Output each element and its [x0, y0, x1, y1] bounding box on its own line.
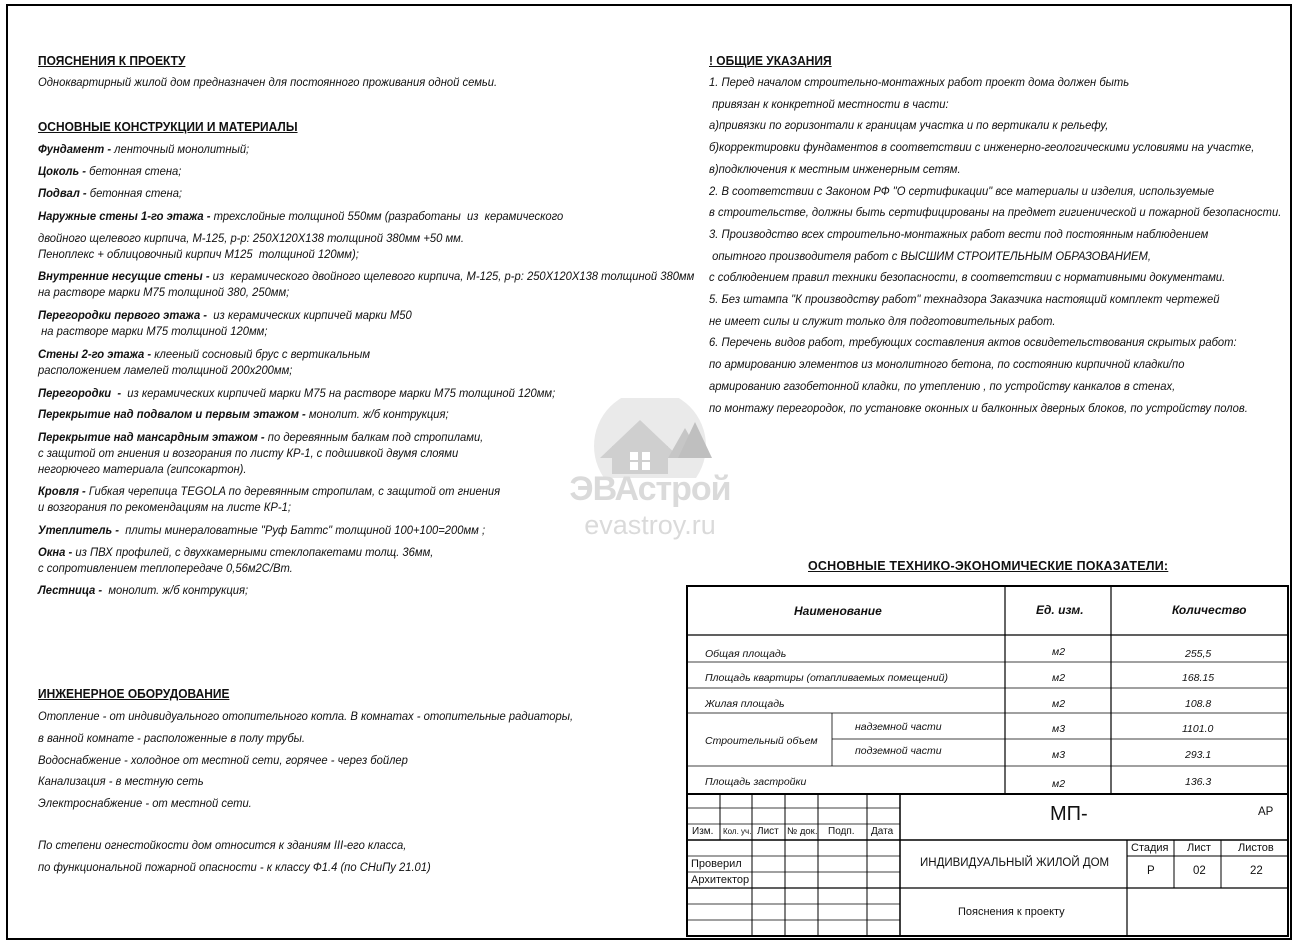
material-text: ленточный монолитный; [111, 142, 250, 156]
material-text: бетонная стена; [86, 186, 183, 200]
header-name: Наименование [794, 604, 882, 618]
material-term: Перекрытие над мансардным этажом - [38, 430, 265, 444]
row-subname: подземной части [855, 745, 942, 757]
material-term: Лестница - [38, 583, 103, 597]
row-name: Жилая площадь [705, 698, 785, 710]
instruction-line: армированию газобетонной кладки, по утеплению , по устройству канкалов в стенах, [709, 378, 1176, 393]
stamp-stage-label: Стадия [1131, 842, 1169, 854]
material-text: клееный сосновый брус с вертикальным [151, 347, 371, 361]
instruction-line: б)корректировки фундаментов в соответствии с инженерно-геологическими условиями на участке, [709, 140, 1255, 155]
instruction-line: 1. Перед началом строительно-монтажных работ проект дома должен быть [709, 75, 1130, 89]
material-text: с сопротивлением теплопередаче 0,56м2С/Вт. [38, 561, 293, 575]
material-term: Кровля - [38, 484, 86, 498]
material-text: на растворе марки М75 толщиной 380, 250мм; [38, 285, 290, 299]
row-unit: м2 [1052, 646, 1066, 658]
material-text: на растворе марки М75 толщиной 120мм; [38, 324, 268, 338]
material-term: Внутренние несущие стены - [38, 269, 210, 283]
material-term: Перекрытие над подвалом и первым этажом - [38, 407, 306, 421]
instruction-line: не имеет силы и служит только для подготовительных работ. [709, 313, 1056, 328]
stamp-col-label: № док. [787, 826, 818, 837]
row-value: 255,5 [1185, 648, 1212, 660]
stamp-architect-label: Архитектор [691, 874, 750, 886]
stamp-col-label: Изм. [692, 826, 714, 837]
engineering-line: Отопление - от индивидуального отопительного котла. В комнатах - отопительные радиаторы, [38, 709, 574, 723]
material-term: Перегородки - [38, 386, 122, 400]
material-term: Фундамент - [38, 142, 112, 156]
material-text: трехслойные толщиной 550мм (разработаны из керамического [210, 209, 564, 223]
explanation-text: Одноквартирный жилой дом предназначен для постоянного проживания одной семьи. [38, 75, 498, 89]
stamp-col-label: Лист [757, 826, 779, 837]
row-unit: м2 [1052, 672, 1066, 684]
row-name: Строительный объем [705, 735, 818, 747]
watermark-brand: ЭВАстрой [569, 470, 731, 508]
instruction-line: 3. Производство всех строительно-монтажных работ вести под постоянным наблюдением [709, 226, 1209, 241]
material-term: Окна - [38, 545, 73, 559]
material-text: из керамических кирпичей марки М75 на растворе марки М75 толщиной 120мм; [121, 386, 556, 400]
material-text: плиты минераловатные "Руф Баттс" толщиной 100+100=200мм ; [119, 523, 486, 537]
stamp-checked-label: Проверил [691, 858, 742, 870]
stamp-project-name: ИНДИВИДУАЛЬНЫЙ ЖИЛОЙ ДОМ [920, 857, 1110, 869]
section-title-engineering: ИНЖЕНЕРНОЕ ОБОРУДОВАНИЕ [38, 686, 230, 701]
material-text: из керамических кирпичей марки М50 [207, 308, 412, 322]
engineering-line: в ванной комнате - расположенные в полу трубы. [38, 731, 306, 745]
row-unit: м2 [1052, 698, 1066, 710]
material-text: по деревянным балкам под стропилами, [264, 430, 484, 444]
stamp-sheet: 02 [1193, 865, 1206, 877]
row-name: Общая площадь [705, 648, 787, 660]
instruction-line: по монтажу перегородок, по установке оконных и балконных дверных блоков, по устройству полов. [709, 400, 1248, 415]
row-value: 1101.0 [1182, 723, 1214, 735]
row-value: 136.3 [1185, 776, 1212, 788]
instruction-line: 6. Перечень видов работ, требующих составления актов освидетельствования скрытых работ: [709, 335, 1237, 350]
fire-class-line: по функциональной пожарной опасности - к классу Ф1.4 (по СНиПу 21.01) [38, 860, 431, 874]
material-text: Пеноплекс + облицовочный кирпич М125 толщиной 120мм); [38, 247, 359, 261]
row-name: Площадь квартиры (отапливаемых помещений) [705, 672, 948, 684]
engineering-line: Водоснабжение - холодное от местной сети, горячее - через бойлер [38, 753, 408, 767]
engineering-line: Электроснабжение - от местной сети. [38, 796, 252, 810]
section-title-explanations: ПОЯСНЕНИЯ К ПРОЕКТУ [38, 53, 186, 68]
stamp-col-label: Кол. уч. [723, 827, 752, 836]
row-value: 293.1 [1185, 749, 1212, 761]
row-unit: м3 [1052, 723, 1066, 735]
stamp-code: МП- [1050, 803, 1088, 825]
material-text: расположением ламелей толщиной 200х200мм; [38, 363, 293, 377]
stamp-sheet-title: Пояснения к проекту [958, 906, 1065, 918]
instruction-line: привязан к конкретной местности в части: [709, 96, 949, 111]
material-term: Наружные стены 1-го этажа - [38, 209, 211, 223]
stamp-col-label: Дата [871, 826, 894, 837]
material-term: Утеплитель - [38, 523, 120, 537]
material-text: из ПВХ профилей, с двухкамерными стеклопакетами толщ. 36мм, [72, 545, 434, 559]
material-text: монолит. ж/б контрукция; [305, 407, 449, 421]
instruction-line: с соблюдением правил техники безопасности, в соответствии с нормативными документами. [709, 270, 1226, 285]
material-text: двойного щелевого кирпича, М-125, р-р: 250Х120Х138 толщиной 380мм +50 мм. [38, 231, 464, 245]
row-subname: надземной части [855, 721, 942, 733]
stamp-code-suffix: АР [1258, 806, 1274, 818]
header-quantity: Количество [1172, 603, 1247, 617]
instruction-line: в)подключения к местным инженерным сетям. [709, 161, 961, 176]
stamp-sheets: 22 [1250, 865, 1263, 877]
material-text: Гибкая черепица TEGOLA по деревянным стропилам, с защитой от гниения [85, 484, 501, 498]
material-term: Стены 2-го этажа - [38, 347, 152, 361]
stamp-sheet-label: Лист [1187, 842, 1211, 854]
engineering-line: Канализация - в местную сеть [38, 774, 204, 788]
instruction-line: опытного производителя работ с ВЫСШИМ СТРОИТЕЛЬНЫМ ОБРАЗОВАНИЕМ, [709, 248, 1151, 263]
general-instructions-title: ! ОБЩИЕ УКАЗАНИЯ [709, 53, 832, 68]
instruction-line: а)привязки по горизонтали к границам участка и по вертикали к рельефу, [709, 118, 1109, 133]
material-text: негорючего материала (гипсокартон). [38, 462, 247, 476]
material-text: бетонная стена; [86, 164, 182, 178]
row-unit: м2 [1052, 778, 1066, 790]
stamp-stage: Р [1147, 865, 1155, 877]
header-unit: Ед. изм. [1036, 603, 1084, 617]
instruction-line: 2. В соответствии с Законом РФ "О сертификации" все материалы и изделия, используемые [709, 183, 1215, 198]
section-title-materials: ОСНОВНЫЕ КОНСТРУКЦИИ И МАТЕРИАЛЫ [38, 119, 298, 134]
row-name: Площадь застройки [705, 776, 807, 788]
row-value: 108.8 [1185, 698, 1212, 710]
instruction-line: по армированию элементов из монолитного бетона, по состоянию кирпичной кладки/по [709, 357, 1185, 372]
material-text: и возгорания по рекомендациям на листе КР-1; [38, 500, 291, 514]
material-term: Цоколь - [38, 164, 87, 178]
instruction-line: 5. Без штампа "К производству работ" технадзора Заказчика настоящий комплект чертежей [709, 292, 1220, 306]
material-term: Перегородки первого этажа - [38, 308, 208, 322]
row-unit: м3 [1052, 749, 1066, 761]
instruction-line: в строительстве, должны быть сертифицированы на предмет гигиенической и пожарной безопасности. [709, 205, 1282, 220]
material-term: Подвал - [38, 186, 87, 200]
stamp-col-label: Подп. [828, 826, 855, 837]
indicators-title: ОСНОВНЫЕ ТЕХНИКО-ЭКОНОМИЧЕСКИЕ ПОКАЗАТЕЛИ: [808, 559, 1169, 573]
material-text: из керамического двойного щелевого кирпича, М-125, р-р: 250Х120Х138 толщиной 380мм [209, 269, 695, 283]
fire-class-line: По степени огнестойкости дом относится к зданиям III-его класса, [38, 838, 407, 852]
material-text: монолит. ж/б контрукция; [102, 583, 249, 597]
row-value: 168.15 [1182, 672, 1215, 684]
watermark-site: evastroy.ru [584, 510, 716, 540]
stamp-sheets-label: Листов [1238, 842, 1274, 854]
material-text: с защитой от гниения и возгорания по листу КР-1, с подшивкой двумя слоями [38, 446, 459, 460]
